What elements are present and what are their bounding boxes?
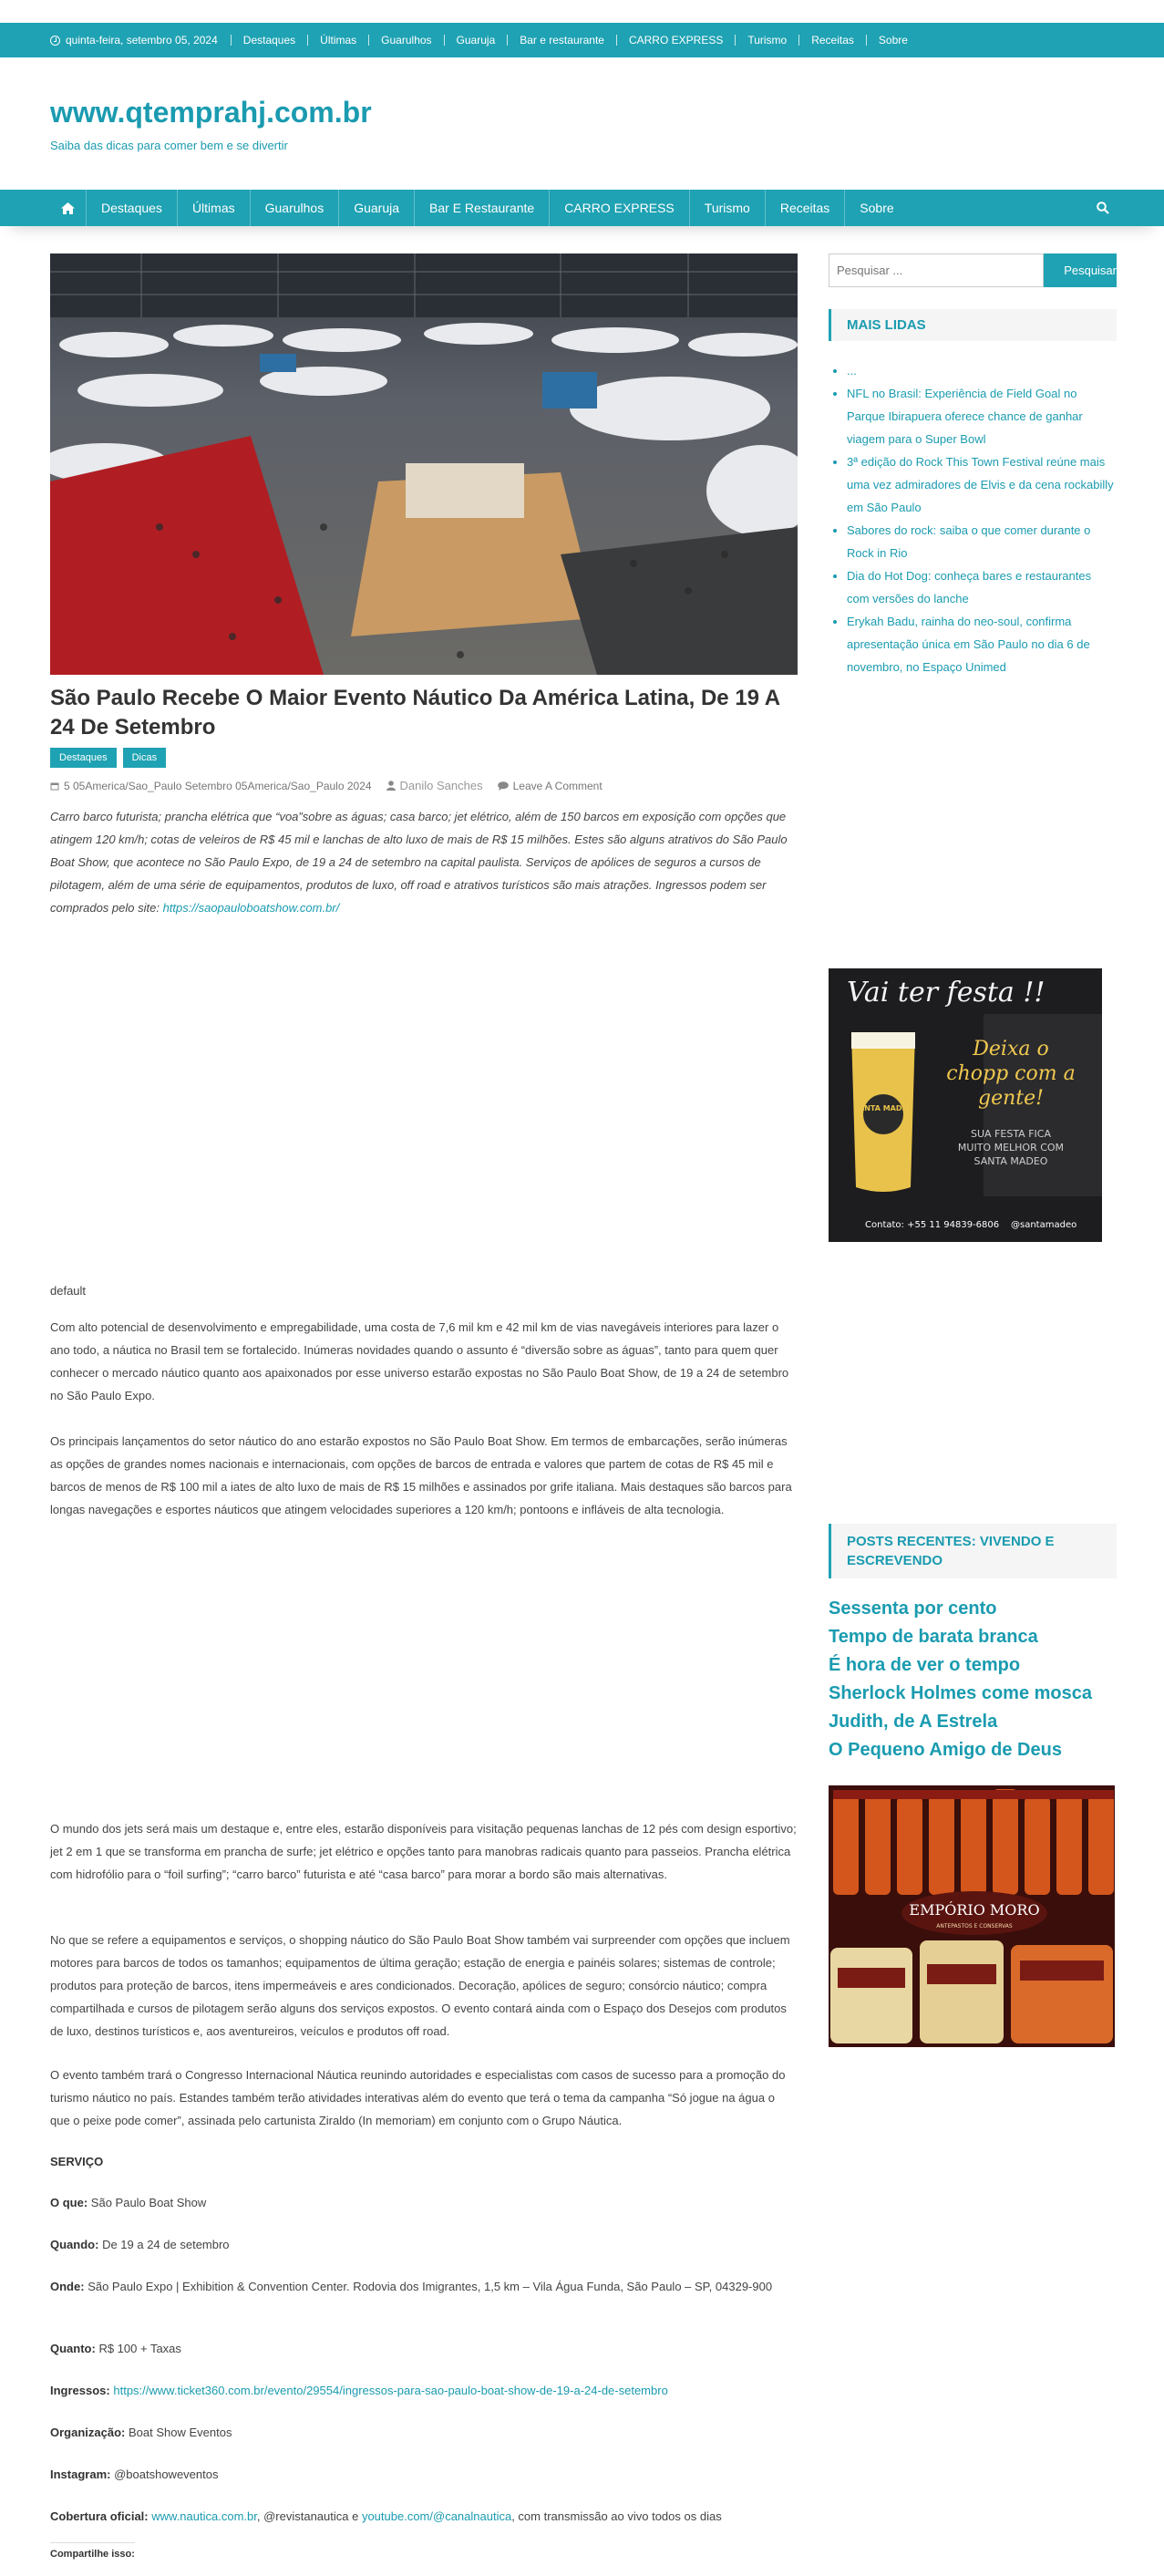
- top-link-carro-express[interactable]: CARRO EXPRESS: [616, 35, 735, 46]
- hero-boat-show-image: [50, 253, 798, 675]
- ad-tagline-1: Deixa o: [973, 1038, 1049, 1060]
- nav-guarulhos[interactable]: Guarulhos: [251, 190, 340, 226]
- ingressos-link[interactable]: https://www.ticket360.com.br/evento/29554/ingressos-para-sao-paulo-boat-show-de-19-a-24-de-setembro: [113, 2384, 668, 2397]
- ad-tagline-2: chopp com a: [946, 1062, 1076, 1085]
- recent-posts-list: [829, 1595, 1117, 1764]
- popular-item[interactable]: • ...: [847, 359, 1117, 382]
- santa-madeo-ad[interactable]: [829, 968, 1102, 1242]
- popular-list: [829, 359, 1117, 678]
- cobertura-mid-text: , @revistanautica e: [256, 2509, 362, 2523]
- cobertura-end-text: , com transmissão ao vivo todos os dias: [511, 2509, 722, 2523]
- post-lead-text: Carro barco futurista; prancha elétrica que “voa”sobre as águas; casa barco; jet elétrico, além de 150 barcos em exposição com opções que atingem 120 km/h; cotas de veleiros de R$ 45 mil e lanchas de alto luxo de mais de R$ 15 milhões. Estes são alguns atrativos do São Paulo Boat Show, que acontece no São Paulo Expo, de 19 a 24 de setembro na capital paulista. Serviços de apólices de seguros a cursos de pilotagem, além de uma série de equipamentos, produtos de luxo, off road e atrativos turísticos são mais atrações. Ingressos podem ser comprados pelo site:: [50, 810, 788, 915]
- service-quanto: [50, 2337, 798, 2360]
- nav-bar-restaurante[interactable]: Bar E Restaurante: [415, 190, 550, 226]
- site-description: Saiba das dicas para comer bem e se divertir: [50, 139, 288, 152]
- service-o-que: [50, 2191, 798, 2214]
- service-onde-value: São Paulo Expo | Exhibition & Convention Center. Rodovia dos Imigrantes, 1,5 km – Vila Água Funda, São Paulo – SP, 04329-900: [88, 2280, 773, 2293]
- top-link-guaruja[interactable]: Guaruja: [444, 35, 508, 46]
- service-onde: [50, 2275, 798, 2298]
- site-title[interactable]: www.qtemprahj.com.br: [50, 96, 372, 129]
- recent-post-link[interactable]: Sessenta por cento: [829, 1598, 997, 1619]
- top-link-receitas[interactable]: Receitas: [798, 35, 866, 46]
- service-cobertura: [50, 2505, 798, 2528]
- service-organizacao: [50, 2421, 798, 2444]
- nautica-link[interactable]: www.nautica.com.br: [151, 2509, 257, 2523]
- recent-posts-widget: [829, 1524, 1117, 1764]
- recent-post-link[interactable]: Tempo de barata branca: [829, 1627, 1038, 1647]
- service-quando: [50, 2233, 798, 2256]
- search-icon: [1097, 202, 1109, 214]
- post-comments-link[interactable]: Leave A Comment: [512, 779, 603, 792]
- nav-ultimas[interactable]: Últimas: [178, 190, 251, 226]
- service-organizacao-label: Organização:: [50, 2426, 126, 2439]
- sidebar-search-button[interactable]: Pesquisar: [1044, 253, 1117, 287]
- recent-post-link[interactable]: O Pequeno Amigo de Deus: [829, 1740, 1062, 1760]
- nav-sobre[interactable]: Sobre: [860, 201, 894, 215]
- ad-contact: Contato: +55 11 94839-6806: [865, 1220, 1000, 1230]
- post-title: São Paulo Recebe O Maior Evento Náutico Da América Latina, De 19 A 24 De Setembro: [50, 686, 780, 740]
- service-o-que-label: O que:: [50, 2196, 88, 2209]
- ad-handle: @santamadeo: [1011, 1220, 1077, 1230]
- popular-item[interactable]: • 3ª edição do Rock This Town Festival reúne mais uma vez admiradores de Elvis e da cena rockabilly em São Paulo: [847, 450, 1117, 519]
- popular-widget: [829, 309, 1117, 678]
- ad-glass-brand: SANTA MADEO: [853, 1104, 913, 1112]
- top-link-turismo[interactable]: Turismo: [735, 35, 798, 46]
- calendar-icon: [50, 781, 59, 791]
- recent-posts-title: POSTS RECENTES: VIVENDO E ESCREVENDO: [829, 1524, 1117, 1578]
- sidebar: [829, 253, 1117, 1929]
- ad-headline: Vai ter festa !!: [847, 977, 1046, 1009]
- main-content: [50, 253, 798, 2560]
- emporio-moro-ad[interactable]: [829, 1785, 1115, 2047]
- paragraph-5: O evento também trará o Congresso Internacional Náutica reunindo autoridades e especialistas com casos de sucesso para a promoção do turismo náutico no país. Estandes também terão atividades interativas além do evento que terá o tema da campanha “Só jogue na água o que o peixe pode comer”, assinada pelo cartunista Ziraldo (In memoriam) em conjunto com o Grupo Náutica.: [50, 2068, 786, 2127]
- top-link-sobre[interactable]: Sobre: [866, 35, 920, 46]
- moro-sub: ANTEPASTOS E CONSERVAS: [936, 1923, 1013, 1929]
- recent-post-link[interactable]: Sherlock Holmes come mosca: [829, 1683, 1093, 1703]
- paragraph-3: O mundo dos jets será mais um destaque e, entre eles, estarão disponíveis para visitação pequenas lanchas de 12 pés com design esportivo; jet 2 em 1 que se transforma em prancha de surfe; jet elétrico e opções tanto para manobras radicais quanto para passeios. Prancha elétrica com hidrofólio para o “foil surfing”; “carro barco” futurista e até “casa barco” para morar a bordo são mais alternativas.: [50, 1822, 797, 1881]
- service-quanto-label: Quanto:: [50, 2342, 96, 2355]
- user-icon: [386, 781, 396, 791]
- top-bar: [0, 23, 1164, 57]
- nav-guaruja[interactable]: Guaruja: [339, 190, 415, 226]
- nav-carro-express[interactable]: CARRO EXPRESS: [550, 190, 690, 226]
- recent-post-link[interactable]: Judith, de A Estrela: [829, 1712, 998, 1732]
- popular-item[interactable]: • Erykah Badu, rainha do neo-soul, confirma apresentação única em São Paulo no dia 6 de novembro, no Espaço Unimed: [847, 610, 1117, 678]
- top-link-destaques[interactable]: Destaques: [231, 35, 307, 46]
- paragraph-4: No que se refere a equipamentos e serviços, o shopping náutico do São Paulo Boat Show também vai surpreender com opções que incluem motores para barcos de todos os tamanhos; equipamentos de última geração; estação de energia e painéis solares; sistemas de controle; produtos para proteção de barcos, itens impermeáveis e ares condicionados. Decoração, apólices de seguro; consórcio náutico; compra compartilhada e cursos de pilotagem serão alguns dos serviços expostos. O evento contará ainda com o Espaço dos Desejos com produtos de luxo, destinos turísticos e, aos aventureiros, veículos e produtos off road.: [50, 1933, 790, 2038]
- sidebar-search-input[interactable]: [829, 253, 1044, 287]
- nav-receitas[interactable]: Receitas: [766, 190, 845, 226]
- top-link-ultimas[interactable]: Últimas: [307, 35, 368, 46]
- ad-sub-3: SANTA MADEO: [973, 1155, 1048, 1167]
- post-tags: [50, 748, 798, 768]
- comment-icon: [498, 781, 509, 791]
- service-ingressos-label: Ingressos:: [50, 2384, 110, 2397]
- service-quando-value: De 19 a 24 de setembro: [102, 2238, 230, 2251]
- paragraph-2: Os principais lançamentos do setor náutico do ano estarão expostos no São Paulo Boat Show. Em termos de embarcações, serão inúmeras as opções de grandes nomes nacionais e internacionais, com opções de barcos de entrada e valores que partem de cotas de R$ 45 mil e barcos de menos de R$ 100 mil a iates de alto luxo de mais de R$ 15 milhões e assinados por grife italiana. Mais destaques são barcos para longas navegações e esportes náuticos que atingem velocidades superiores a 120 km/h; pontoons e infláveis de alta tecnologia.: [50, 1434, 792, 1516]
- service-quando-label: Quando:: [50, 2238, 99, 2251]
- nav-destaques[interactable]: Destaques: [87, 190, 178, 226]
- post-date-text[interactable]: 5 05America/Sao_Paulo Setembro 05America/Sao_Paulo 2024: [64, 779, 372, 792]
- service-onde-label: Onde:: [50, 2280, 85, 2293]
- tag-destaques[interactable]: Destaques: [50, 748, 117, 768]
- sidebar-search: [829, 253, 1117, 287]
- popular-title: MAIS LIDAS: [829, 309, 1117, 341]
- site-branding: [0, 57, 1164, 190]
- service-instagram-label: Instagram:: [50, 2467, 111, 2481]
- service-o-que-value: São Paulo Boat Show: [90, 2196, 207, 2209]
- tag-dicas[interactable]: Dicas: [123, 748, 167, 768]
- post-author: [386, 779, 483, 792]
- post-author-name[interactable]: Danilo Sanches: [399, 779, 483, 792]
- clock-icon: [50, 36, 60, 46]
- service-ingressos: [50, 2379, 798, 2402]
- home-icon: [61, 202, 75, 214]
- service-instagram-value: @boatshoweventos: [114, 2467, 219, 2481]
- ad-tagline-3: gente!: [978, 1087, 1044, 1110]
- service-heading: [50, 2150, 798, 2173]
- ad-sub-1: SUA FESTA FICA: [971, 1128, 1051, 1140]
- main-navigation: [0, 190, 1164, 226]
- share-label: Compartilhe isso:: [50, 2542, 135, 2560]
- paragraph-1: Com alto potencial de desenvolvimento e empregabilidade, uma costa de 7,6 mil km e 42 mil km de vias navegáveis interiores para lazer o ano todo, a náutica no Brasil tem se fortalecido. Inúmeras novidades quando o assunto é “diversão sobre as águas”, tanto para quem quer conhecer o mercado náutico quanto aos apaixonados por esse universo estarão expostas no São Paulo Boat Show, de 19 a 24 de setembro no São Paulo Expo.: [50, 1320, 789, 1402]
- post-meta: [50, 779, 798, 792]
- home-button[interactable]: [50, 190, 87, 226]
- service-instagram: [50, 2463, 798, 2486]
- service-cobertura-label: Cobertura oficial:: [50, 2509, 149, 2523]
- service-organizacao-value: Boat Show Eventos: [128, 2426, 232, 2439]
- post-date: [50, 780, 372, 792]
- service-heading-text: SERVIÇO: [50, 2155, 104, 2168]
- top-link-guarulhos[interactable]: Guarulhos: [368, 35, 443, 46]
- top-link-bar-restaurante[interactable]: Bar e restaurante: [507, 35, 616, 46]
- top-links: [231, 35, 920, 46]
- nav-search-button[interactable]: [1089, 190, 1117, 226]
- top-date: [50, 34, 218, 47]
- page-top-spacer: [0, 0, 1164, 23]
- moro-brand: EMPÓRIO MORO: [909, 1901, 1040, 1919]
- popular-item[interactable]: • NFL no Brasil: Experiência de Field Goal no Parque Ibirapuera oferece chance de ganhar viagem para o Super Bowl: [847, 382, 1117, 450]
- popular-item[interactable]: • Sabores do rock: saiba o que comer durante o Rock in Rio: [847, 519, 1117, 564]
- default-label: default: [50, 1284, 87, 1298]
- lead-site-link[interactable]: https://saopauloboatshow.com.br/: [162, 901, 340, 915]
- nav-turismo[interactable]: Turismo: [690, 190, 766, 226]
- popular-item[interactable]: • Dia do Hot Dog: conheça bares e restaurantes com versões do lanche: [847, 564, 1117, 610]
- recent-post-link[interactable]: É hora de ver o tempo: [829, 1655, 1021, 1675]
- post-lead: [50, 805, 798, 919]
- date-text: quinta-feira, setembro 05, 2024: [66, 34, 218, 47]
- ad-sub-2: MUITO MELHOR COM: [957, 1142, 1065, 1154]
- post-comments: [498, 780, 603, 792]
- service-quanto-value: R$ 100 + Taxas: [98, 2342, 181, 2355]
- youtube-link[interactable]: youtube.com/@canalnautica: [361, 2509, 512, 2523]
